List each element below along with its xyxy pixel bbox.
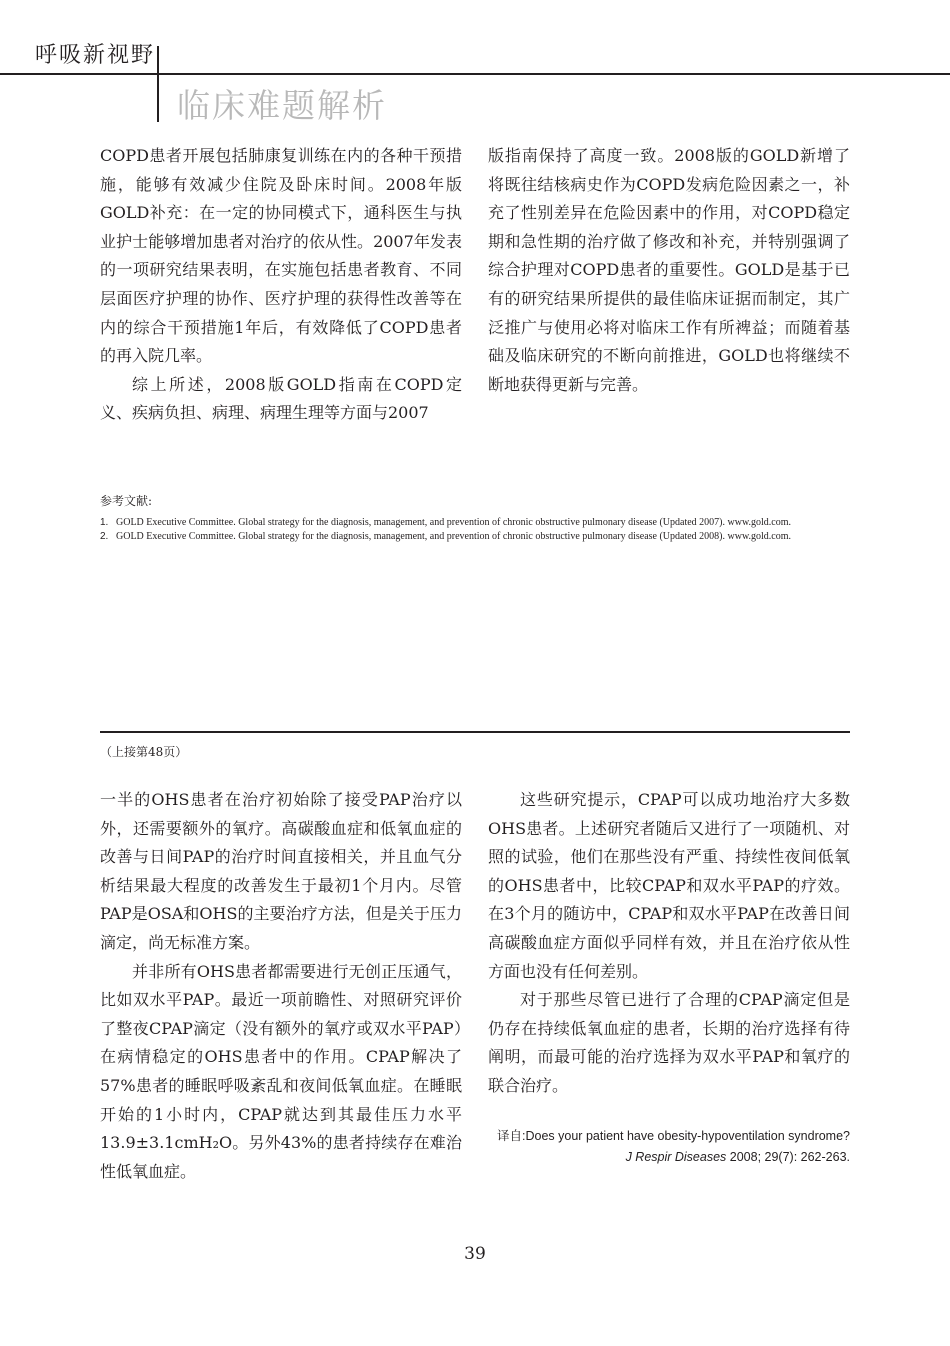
article-top-left-column [100,142,462,428]
paragraph: COPD患者开展包括肺康复训练在内的各种干预措施，能够有效减少住院及卧床时间。2008年版GOLD补充：在一定的协同模式下，通科医生与执业护士能够增加患者对治疗的依从性。2007年发表的一项研究结果表明，在实施包括患者教育、不同层面医疗护理的协作、医疗护理的获得性改善等在内的综合干预措施1年后，有效降低了COPD患者的再入院几率。 [100,146,462,366]
section-divider [100,731,850,733]
reference-number: 2. [100,530,109,542]
paragraph: 综上所述，2008版GOLD指南在COPD定义、疾病负担、病理、病理生理等方面与2007 [100,374,462,423]
header-rule [0,73,950,75]
source-citation [488,1126,850,1168]
source-title: Does your patient have obesity-hypoventilation syndrome? [525,1129,850,1143]
continued-from-note: （上接第48页） [100,745,188,759]
article-top-right-column [488,142,850,399]
reference-text: GOLD Executive Committee. Global strategy for the diagnosis, management, and prevention of chronic obstructive pulmonary disease (Updated 2008). www.gold.com. [116,530,792,542]
reference-text: GOLD Executive Committee. Global strategy for the diagnosis, management, and prevention of chronic obstructive pulmonary disease (Updated 2007). www.gold.com. [116,517,792,528]
paragraph: 对于那些尽管已进行了合理的CPAP滴定但是仍存在持续低氧血症的患者，长期的治疗选择有待阐明，而最可能的治疗选择为双水平PAP和氧疗的联合治疗。 [488,990,850,1095]
references-heading: 参考文献: [100,494,153,508]
paragraph: 这些研究提示，CPAP可以成功地治疗大多数OHS患者。上述研究者随后又进行了一项随机、对照的试验，他们在那些没有严重、持续性夜间低氧的OHS患者中，比较CPAP和双水平PAP的疗效。在3个月的随访中，CPAP和双水平PAP在改善日间高碳酸血症方面似乎同样有效，并且在治疗依从性方面也没有任何差别。 [488,790,850,981]
reference-item [100,517,850,529]
paragraph: 版指南保持了高度一致。2008版的GOLD新增了将既往结核病史作为COPD发病危险因素之一，补充了性别差异在危险因素中的作用，对COPD稳定期和急性期的治疗做了修改和补充，并特别强调了综合护理对COPD患者的重要性。GOLD是基于已有的研究结果所提供的最佳临床证据而制定，其广泛推广与使用必将对临床工作有所裨益；而随着基础及临床研究的不断向前推进，GOLD也将继续不断地获得更新与完善。 [488,146,850,394]
source-journal: J Respir Diseases [625,1150,727,1164]
page-number: 39 [464,1244,486,1264]
header-vertical-rule [157,46,159,122]
article-bottom-right-column [488,786,850,1101]
reference-number: 1. [100,517,109,528]
references [100,492,850,544]
section-label: 呼吸新视野 [34,43,155,68]
source-details: 2008; 29(7): 262-263. [726,1150,850,1164]
paragraph: 并非所有OHS患者都需要进行无创正压通气，比如双水平PAP。最近一项前瞻性、对照研究评价了整夜CPAP滴定（没有额外的氧疗或双水平PAP）在病情稳定的OHS患者中的作用。CPAP解决了57%患者的睡眠呼吸紊乱和夜间低氧血症。在睡眠开始的1小时内，CPAP就达到其最佳压力水平13.9±3.1cmH₂O。另外43%的患者持续存在难治性低氧血症。 [100,961,462,1181]
column-title: 临床难题解析 [177,86,387,125]
article-bottom-left-column [100,786,462,1186]
reference-item [100,531,850,543]
paragraph: 一半的OHS患者在治疗初始除了接受PAP治疗以外，还需要额外的氧疗。高碳酸血症和低氧血症的改善与日间PAP的治疗时间直接相关，并且血气分析结果最大程度的改善发生于最初1个月内。尽管PAP是OSA和OHS的主要治疗方法，但是关于压力滴定，尚无标准方案。 [100,790,462,952]
source-prefix: 译自: [497,1129,526,1143]
